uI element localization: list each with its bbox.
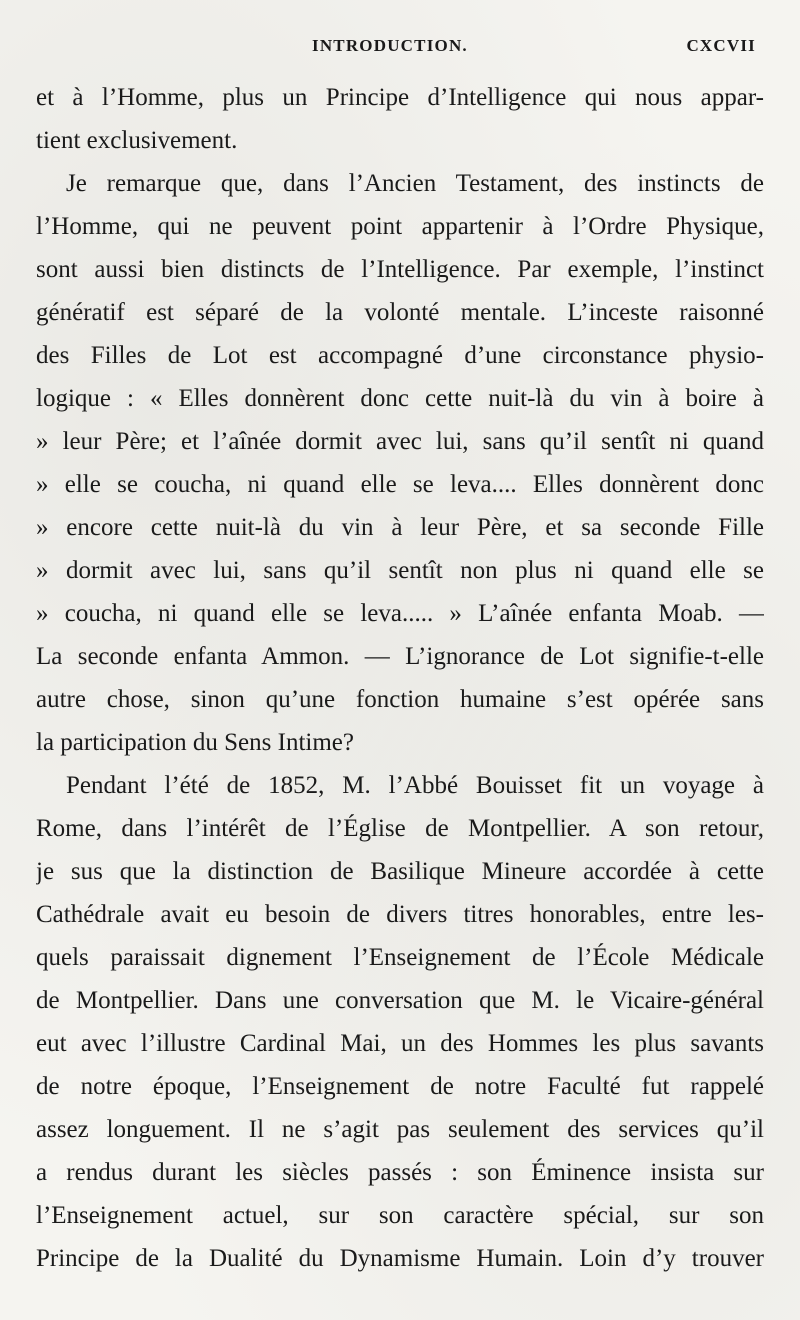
text-line: Rome, dans l’intérêt de l’Église de Montpellier. A son retour, — [36, 815, 764, 842]
text-line: quels paraissait dignement l’Enseignement de l’École Médicale — [36, 944, 764, 971]
text-line: des Filles de Lot est accompagné d’une circonstance physio- — [36, 342, 764, 369]
text-line: sont aussi bien distincts de l’Intelligence. Par exemple, l’instinct — [36, 256, 764, 283]
text-line: et à l’Homme, plus un Principe d’Intelligence qui nous appar- — [36, 84, 764, 111]
text-line: logique : « Elles donnèrent donc cette nuit-là du vin à boire à — [36, 385, 764, 412]
text-line: de notre époque, l’Enseignement de notre Faculté fut rappelé — [36, 1073, 764, 1100]
text-line: je sus que la distinction de Basilique Mineure accordée à cette — [36, 858, 764, 885]
page-number: CXCVII — [686, 36, 756, 55]
text-line: génératif est séparé de la volonté mentale. L’inceste raisonné — [36, 299, 764, 326]
running-title: INTRODUCTION. — [312, 36, 468, 55]
text-line: autre chose, sinon qu’une fonction humaine s’est opérée sans — [36, 686, 764, 713]
text-line: tient exclusivement. — [36, 127, 238, 154]
text-line: » coucha, ni quand elle se leva..... » L’aînée enfanta Moab. — — [36, 600, 764, 627]
text-line: eut avec l’illustre Cardinal Mai, un des Hommes les plus savants — [36, 1030, 764, 1057]
running-head — [0, 36, 800, 60]
text-line: l’Enseignement actuel, sur son caractère spécial, sur son — [36, 1202, 764, 1229]
text-line: Je remarque que, dans l’Ancien Testament, des instincts de — [66, 170, 764, 197]
text-line: l’Homme, qui ne peuvent point appartenir à l’Ordre Physique, — [36, 213, 764, 240]
text-line: » leur Père; et l’aînée dormit avec lui, sans qu’il sentît ni quand — [36, 428, 764, 455]
text-line: » elle se coucha, ni quand elle se leva.... Elles donnèrent donc — [36, 471, 764, 498]
text-line: La seconde enfanta Ammon. — L’ignorance de Lot signifie-t-elle — [36, 643, 764, 670]
text-line: » encore cette nuit-là du vin à leur Père, et sa seconde Fille — [36, 514, 764, 541]
text-line: Pendant l’été de 1852, M. l’Abbé Bouisset fit un voyage à — [66, 772, 764, 799]
text-line: Principe de la Dualité du Dynamisme Humain. Loin d’y trouver — [36, 1245, 764, 1272]
text-line: assez longuement. Il ne s’agit pas seulement des services qu’il — [36, 1116, 764, 1143]
text-line: » dormit avec lui, sans qu’il sentît non plus ni quand elle se — [36, 557, 764, 584]
body-text — [36, 76, 764, 1280]
text-line: de Montpellier. Dans une conversation que M. le Vicaire-général — [36, 987, 764, 1014]
text-line: a rendus durant les siècles passés : son Éminence insista sur — [36, 1159, 764, 1186]
text-line: Cathédrale avait eu besoin de divers titres honorables, entre les- — [36, 901, 764, 928]
text-line: la participation du Sens Intime? — [36, 729, 354, 756]
